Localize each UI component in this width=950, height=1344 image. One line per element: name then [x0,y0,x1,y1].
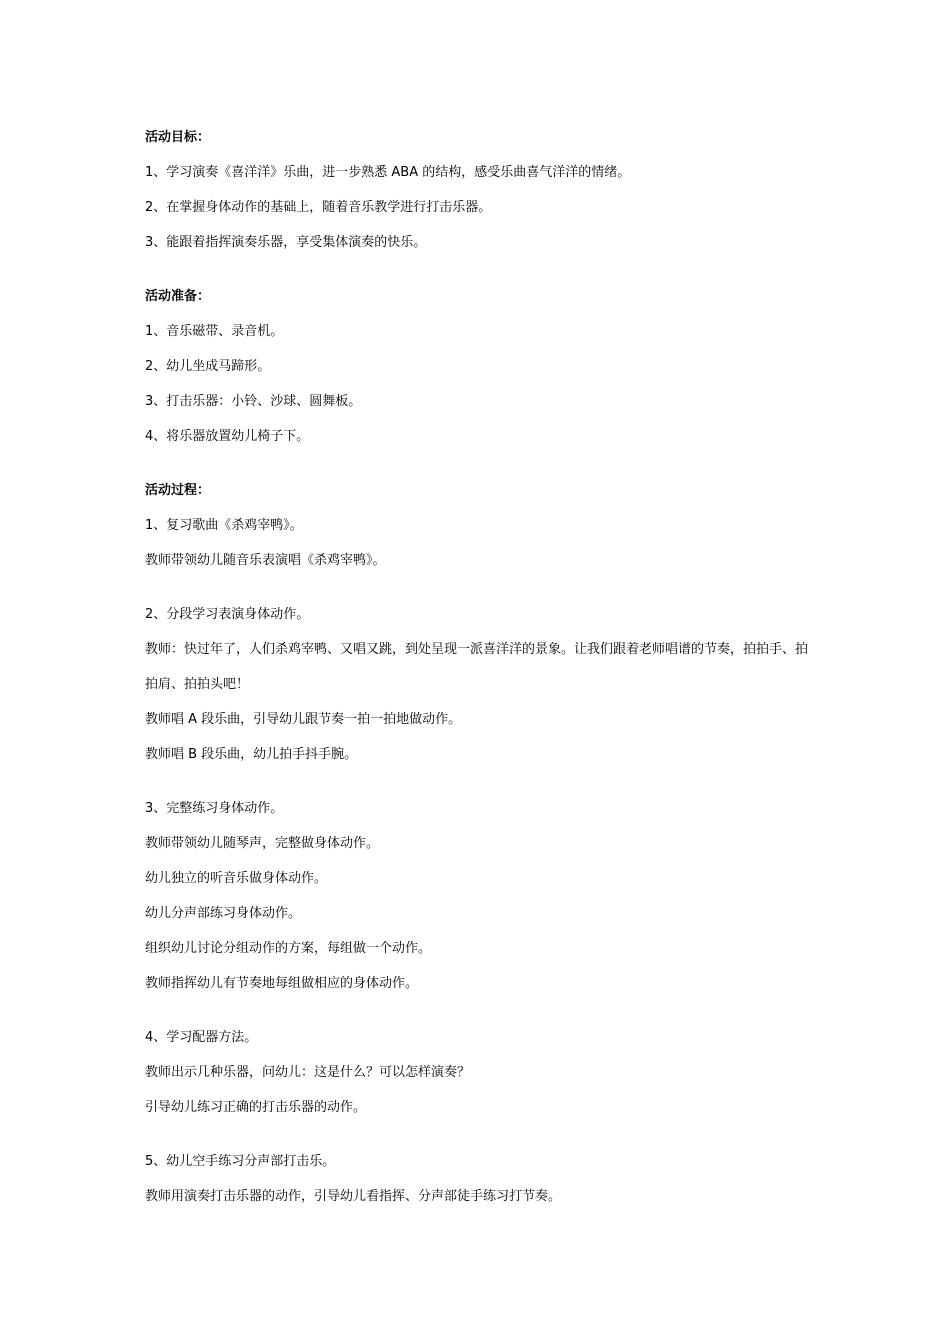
process-step-line: 幼儿分声部练习身体动作。 [145,906,302,921]
process-step-line: 教师出示几种乐器，问幼儿：这是什么？可以怎样演奏？ [145,1065,471,1080]
process-step-line: 引导幼儿练习正确的打击乐器的动作。 [145,1100,367,1115]
process-step-line: 教师带领幼儿随音乐表演唱《杀鸡宰鸭》。 [145,553,386,568]
preparation-heading: 活动准备： [145,289,211,304]
process-step-line: 教师带领幼儿随琴声，完整做身体动作。 [145,836,380,851]
preparation-item: 3、打击乐器：小铃、沙球、圆舞板。 [145,394,362,409]
document-body [145,120,825,1214]
process-step-line: 教师：快过年了，人们杀鸡宰鸭、又唱又跳，到处呈现一派喜洋洋的景象。让我们跟着老师唱谱的节奏，拍拍手、拍拍肩、拍拍头吧！ [145,642,809,692]
process-step-line: 教师用演奏打击乐器的动作，引导幼儿看指挥、分声部徒手练习打节奏。 [145,1189,562,1204]
preparation-item: 1、音乐磁带、录音机。 [145,324,284,339]
process-step-line: 教师唱 B 段乐曲，幼儿拍手抖手腕。 [145,747,358,762]
goals-heading: 活动目标： [145,130,211,145]
process-step-line: 教师指挥幼儿有节奏地每组做相应的身体动作。 [145,976,419,991]
goal-item: 2、在掌握身体动作的基础上，随着音乐教学进行打击乐器。 [145,200,492,215]
preparation-item: 4、将乐器放置幼儿椅子下。 [145,429,310,444]
process-step-title: 1、复习歌曲《杀鸡宰鸭》。 [145,518,303,533]
process-step-line: 教师唱 A 段乐曲，引导幼儿跟节奏一拍一拍地做动作。 [145,712,462,727]
process-step-line: 幼儿独立的听音乐做身体动作。 [145,871,328,886]
goal-item: 3、能跟着指挥演奏乐器，享受集体演奏的快乐。 [145,235,427,250]
process-step-line: 组织幼儿讨论分组动作的方案，每组做一个动作。 [145,941,432,956]
process-heading: 活动过程： [145,483,211,498]
process-step-title: 5、幼儿空手练习分声部打击乐。 [145,1154,336,1169]
preparation-item: 2、幼儿坐成马蹄形。 [145,359,271,374]
process-step-title: 2、分段学习表演身体动作。 [145,607,310,622]
goal-item: 1、学习演奏《喜洋洋》乐曲，进一步熟悉 ABA 的结构，感受乐曲喜气洋洋的情绪。 [145,165,631,180]
process-step-title: 4、学习配器方法。 [145,1030,258,1045]
process-step-title: 3、完整练习身体动作。 [145,801,284,816]
